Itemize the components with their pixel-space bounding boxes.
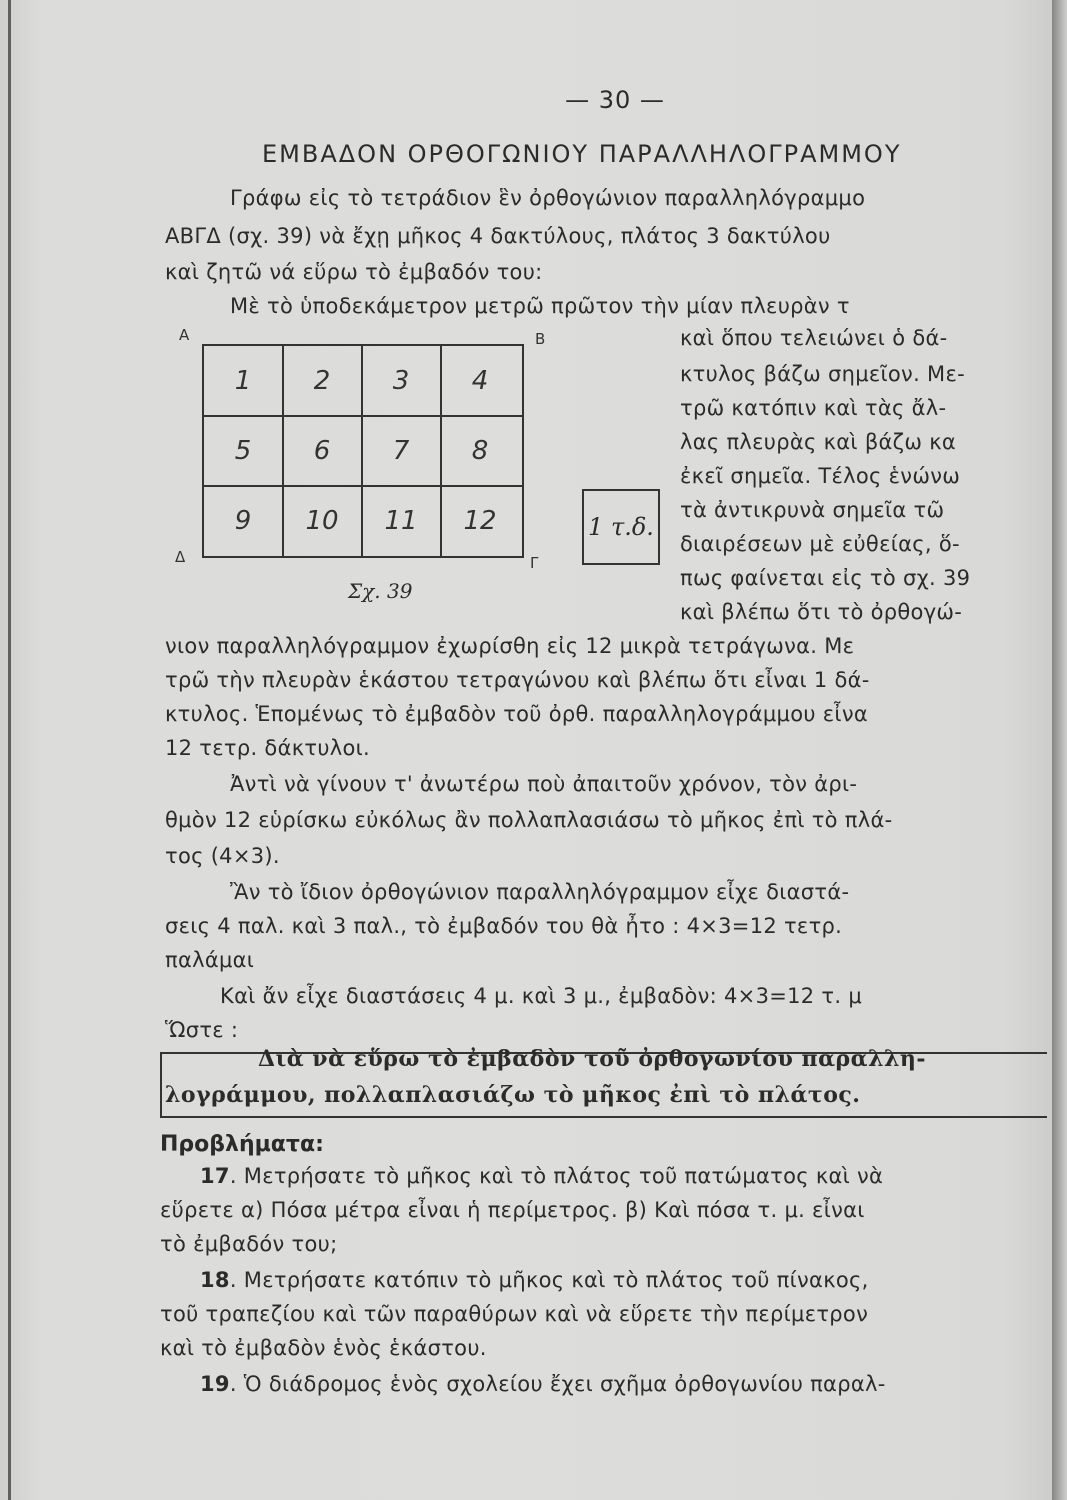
problems-heading: Προβλήματα: — [160, 1132, 324, 1157]
side-text-line: διαιρέσεων μὲ εὐθείας, ὅ- — [680, 532, 960, 556]
grid-cell: 7 — [392, 436, 410, 466]
problem-text: . Ὁ διάδρομος ἑνὸς σχολείου ἔχει σχῆμα ὀρθογωνίου παραλ- — [229, 1372, 886, 1396]
side-text-line: τὰ ἀντικρυνὰ σημεῖα τῶ — [680, 498, 945, 522]
side-text-line: ἐκεῖ σημεῖα. Τέλος ἑνώνω — [680, 464, 961, 488]
page-number: — 30 — — [565, 86, 665, 114]
page-title: ΕΜΒΑΔΟΝ ΟΡΘΟΓΩΝΙΟΥ ΠΑΡΑΛΛΗΛΟΓΡΑΜΜΟΥ — [262, 140, 902, 168]
body-line: θμὸν 12 εὑρίσκω εὐκόλως ἂν πολλαπλασιάσω τὸ μῆκος ἐπὶ τὸ πλά- — [165, 808, 893, 832]
grid-cell: 8 — [471, 436, 489, 466]
body-line: τρῶ τὴν πλευρὰν ἑκάστου τετραγώνου καὶ βλέπω ὅτι εἶναι 1 δά- — [165, 668, 870, 692]
body-line: σεις 4 παλ. καὶ 3 παλ., τὸ ἐμβαδόν του θὰ ἦτο : 4×3=12 τετρ. — [165, 914, 843, 938]
figure-caption: Σχ. 39 — [348, 579, 413, 603]
problem-number: 17 — [200, 1164, 230, 1188]
page-edge-right — [1052, 0, 1066, 1500]
grid-cell: 5 — [234, 436, 252, 466]
intro-line: ΑΒΓΔ (σχ. 39) νὰ ἔχῃ μῆκος 4 δακτύλους, πλάτος 3 δακτύλου — [165, 224, 831, 248]
rule-text-line: Διὰ νὰ εὕρω τὸ ἐμβαδὸν τοῦ ὀρθογωνίου παραλλη- — [258, 1046, 927, 1072]
unit-square-label: 1 τ.δ. — [588, 513, 654, 541]
problem-line: καὶ τὸ ἐμβαδὸν ἑνὸς ἑκάστου. — [160, 1336, 487, 1360]
body-line: νιον παραλληλόγραμμον ἐχωρίσθη εἰς 12 μικρὰ τετράγωνα. Με — [165, 634, 855, 658]
grid-cell: 3 — [392, 366, 410, 396]
problem-line: τὸ ἐμβαδόν του; — [160, 1232, 338, 1256]
side-text-line: τρῶ κατόπιν καὶ τὰς ἄλ- — [680, 396, 947, 420]
problem-text: . Μετρήσατε τὸ μῆκος καὶ τὸ πλάτος τοῦ πατώματος καὶ νὰ — [229, 1164, 884, 1188]
corner-label-b: Β — [535, 330, 546, 348]
grid-cell: 6 — [313, 436, 331, 466]
grid-cell: 10 — [305, 506, 339, 536]
body-line: 12 τετρ. δάκτυλοι. — [165, 736, 371, 760]
grid-cell: 4 — [471, 366, 489, 396]
body-line: Καὶ ἄν εἶχε διαστάσεις 4 μ. καὶ 3 μ., ἐμβαδὸν: 4×3=12 τ. μ — [220, 984, 862, 1008]
problem-text: . Μετρήσατε κατόπιν τὸ μῆκος καὶ τὸ πλάτος τοῦ πίνακος, — [229, 1268, 869, 1292]
body-line: Ἂν τὸ ἴδιον ὀρθογώνιον παραλληλόγραμμον εἶχε διαστά- — [230, 880, 850, 904]
side-text-line: πως φαίνεται εἰς τὸ σχ. 39 — [680, 566, 971, 590]
grid-cell: 12 — [463, 506, 497, 536]
corner-label-a: Α — [179, 326, 190, 344]
grid-cell: 11 — [384, 506, 418, 536]
side-text-line: κτυλος βάζω σημεῖον. Με- — [680, 362, 965, 386]
intro-line: Γράφω εἰς τὸ τετράδιον ἓν ὀρθογώνιον παραλληλόγραμμο — [230, 186, 866, 210]
body-line: παλάμαι — [165, 948, 255, 972]
page-edge-left — [8, 0, 11, 1500]
problem-number: 19 — [200, 1372, 230, 1396]
body-line: τος (4×3). — [165, 844, 280, 868]
rectangle-grid — [202, 344, 524, 558]
intro-line: Μὲ τὸ ὑποδεκάμετρον μετρῶ πρῶτον τὴν μίαν πλευρὰν τ — [230, 294, 850, 318]
side-text-line: λας πλευρὰς καὶ βάζω κα — [680, 430, 957, 454]
corner-label-d: Δ — [175, 548, 186, 566]
unit-square — [582, 489, 660, 565]
body-line: Ἀντὶ νὰ γίνουν τ' ἀνωτέρω ποὺ ἀπαιτοῦν χρόνον, τὸν ἀρι- — [230, 772, 858, 796]
figure-39 — [165, 322, 685, 612]
side-text-line: καὶ βλέπω ὅτι τὸ ὀρθογώ- — [680, 600, 963, 624]
intro-line: καὶ ζητῶ νά εὕρω τὸ ἐμβαδόν του: — [165, 260, 543, 284]
side-text-line: καὶ ὅπου τελειώνει ὁ δά- — [680, 326, 948, 350]
problem-17 — [200, 1164, 883, 1188]
body-line: Ὥστε : — [165, 1018, 239, 1042]
problem-18 — [200, 1268, 869, 1292]
rule-text-line: λογράμμου, πολλαπλασιάζω τὸ μῆκος ἐπὶ τὸ πλάτος. — [165, 1082, 861, 1108]
problem-line: τοῦ τραπεζίου καὶ τῶν παραθύρων καὶ νὰ εὕρετε τὴν περίμετρον — [160, 1302, 869, 1326]
problem-line: εὕρετε α) Πόσα μέτρα εἶναι ἡ περίμετρος. β) Καὶ πόσα τ. μ. εἶναι — [160, 1198, 865, 1222]
body-line: κτυλος. Ἑπομένως τὸ ἐμβαδὸν τοῦ ὀρθ. παραλληλογράμμου εἶνα — [165, 702, 869, 726]
grid-cell: 9 — [234, 506, 252, 536]
grid-cell: 1 — [234, 366, 252, 396]
grid-cell: 2 — [313, 366, 331, 396]
problem-number: 18 — [200, 1268, 230, 1292]
problem-19 — [200, 1372, 886, 1396]
corner-label-g: Γ — [530, 554, 539, 572]
